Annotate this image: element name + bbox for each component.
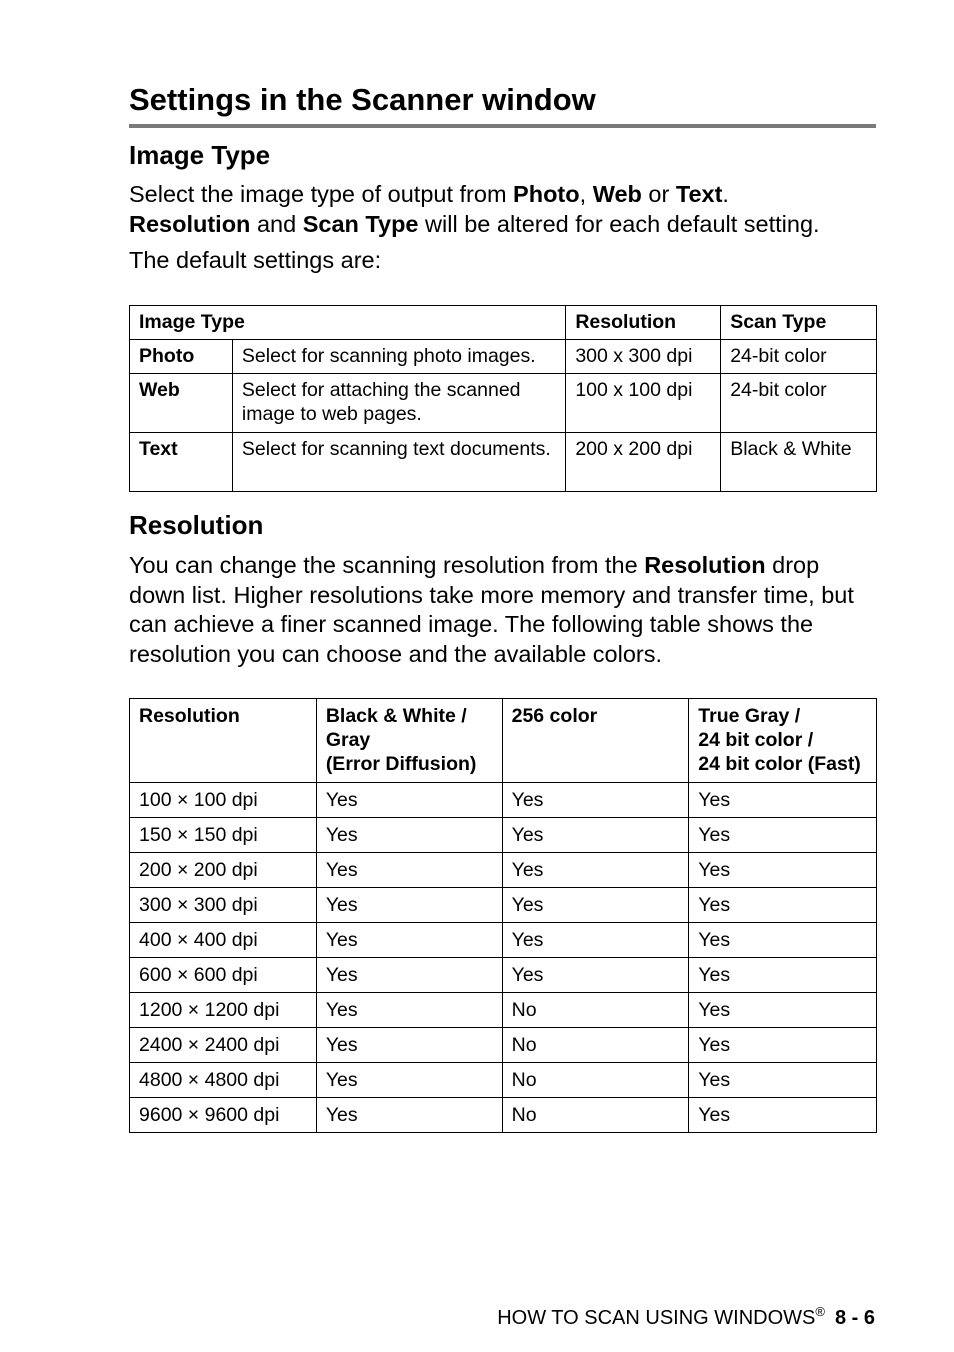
image-type-resolution: 100 x 100 dpi — [566, 374, 721, 433]
table-row — [130, 993, 877, 1028]
cell-resolution: 400 × 400 dpi — [130, 923, 317, 958]
image-type-intro: Select the image type of output from Photo, Web or Text. Resolution and Scan Type will be altered for each default setting. — [129, 181, 820, 237]
table-row — [130, 433, 877, 492]
header-scan-type: Scan Type — [721, 306, 877, 340]
footer-section-title: HOW TO SCAN USING WINDOWS — [497, 1307, 816, 1329]
cell-true-gray: Yes — [689, 1028, 877, 1063]
image-type-name: Photo — [130, 340, 233, 374]
cell-resolution: 1200 × 1200 dpi — [130, 993, 317, 1028]
page-footer — [497, 1300, 875, 1330]
cell-true-gray: Yes — [689, 818, 877, 853]
cell-bw-gray: Yes — [316, 1098, 502, 1133]
image-type-description: Select for attaching the scanned image to web pages. — [232, 374, 565, 433]
page-title: Settings in the Scanner window — [129, 82, 596, 117]
cell-256-color: No — [502, 1063, 689, 1098]
cell-bw-gray: Yes — [316, 783, 502, 818]
cell-resolution: 150 × 150 dpi — [130, 818, 317, 853]
image-type-resolution: 300 x 300 dpi — [566, 340, 721, 374]
header-bw-gray — [316, 699, 502, 783]
image-type-scan-type: 24-bit color — [721, 374, 877, 433]
cell-256-color: Yes — [502, 853, 689, 888]
table-row — [130, 818, 877, 853]
table-row — [130, 783, 877, 818]
cell-true-gray: Yes — [689, 1063, 877, 1098]
title-rule — [129, 124, 876, 128]
cell-256-color: No — [502, 1028, 689, 1063]
header-line: True Gray / — [698, 705, 801, 727]
cell-true-gray: Yes — [689, 993, 877, 1028]
resolution-paragraph: You can change the scanning resolution from the Resolution drop down list. Higher resolutions take more memory and transfer time, but can achieve a finer scanned image. The following table shows the resolution you can choose and the available colors. — [129, 552, 854, 667]
cell-resolution: 200 × 200 dpi — [130, 853, 317, 888]
table-header-row — [130, 306, 877, 340]
image-type-description: Select for scanning text documents. — [232, 433, 565, 492]
resolution-table — [129, 698, 877, 1133]
table-row — [130, 888, 877, 923]
table-row — [130, 1098, 877, 1133]
cell-bw-gray: Yes — [316, 1028, 502, 1063]
cell-resolution: 2400 × 2400 dpi — [130, 1028, 317, 1063]
cell-256-color: No — [502, 1098, 689, 1133]
cell-bw-gray: Yes — [316, 923, 502, 958]
table-row — [130, 853, 877, 888]
cell-bw-gray: Yes — [316, 958, 502, 993]
header-line: 24 bit color (Fast) — [698, 753, 861, 775]
cell-true-gray: Yes — [689, 853, 877, 888]
table-row — [130, 374, 877, 433]
image-type-name: Web — [130, 374, 233, 433]
resolution-heading: Resolution — [129, 510, 264, 540]
cell-true-gray: Yes — [689, 923, 877, 958]
registered-mark: ® — [815, 1304, 825, 1319]
header-line: (Error Diffusion) — [325, 753, 477, 775]
image-type-description: Select for scanning photo images. — [232, 340, 565, 374]
header-true-gray — [689, 699, 877, 783]
header-resolution: Resolution — [566, 306, 721, 340]
header-line: Black & White / — [325, 705, 467, 727]
image-type-table — [129, 305, 877, 492]
cell-true-gray: Yes — [689, 888, 877, 923]
header-line: 24 bit color / — [698, 729, 814, 751]
header-image-type: Image Type — [130, 306, 566, 340]
cell-true-gray: Yes — [689, 783, 877, 818]
table-row — [130, 1028, 877, 1063]
cell-resolution: 100 × 100 dpi — [130, 783, 317, 818]
image-type-scan-type: Black & White — [721, 433, 877, 492]
image-type-resolution: 200 x 200 dpi — [566, 433, 721, 492]
table-row — [130, 340, 877, 374]
cell-true-gray: Yes — [689, 1098, 877, 1133]
table-header-row — [130, 699, 877, 783]
cell-256-color: Yes — [502, 888, 689, 923]
defaults-line: The default settings are: — [129, 247, 382, 273]
table-row — [130, 1063, 877, 1098]
cell-256-color: Yes — [502, 818, 689, 853]
header-resolution: Resolution — [130, 699, 317, 783]
cell-resolution: 300 × 300 dpi — [130, 888, 317, 923]
cell-bw-gray: Yes — [316, 1063, 502, 1098]
cell-256-color: No — [502, 993, 689, 1028]
cell-resolution: 600 × 600 dpi — [130, 958, 317, 993]
header-line: Gray — [325, 729, 371, 751]
cell-bw-gray: Yes — [316, 888, 502, 923]
table-row — [130, 958, 877, 993]
table-row — [130, 923, 877, 958]
cell-bw-gray: Yes — [316, 993, 502, 1028]
header-256-color: 256 color — [502, 699, 689, 783]
cell-256-color: Yes — [502, 923, 689, 958]
image-type-heading: Image Type — [129, 140, 271, 170]
image-type-name: Text — [130, 433, 233, 492]
page-number: 8 - 6 — [834, 1307, 875, 1329]
cell-bw-gray: Yes — [316, 818, 502, 853]
cell-true-gray: Yes — [689, 958, 877, 993]
cell-256-color: Yes — [502, 783, 689, 818]
cell-resolution: 9600 × 9600 dpi — [130, 1098, 317, 1133]
cell-bw-gray: Yes — [316, 853, 502, 888]
cell-resolution: 4800 × 4800 dpi — [130, 1063, 317, 1098]
image-type-scan-type: 24-bit color — [721, 340, 877, 374]
cell-256-color: Yes — [502, 958, 689, 993]
